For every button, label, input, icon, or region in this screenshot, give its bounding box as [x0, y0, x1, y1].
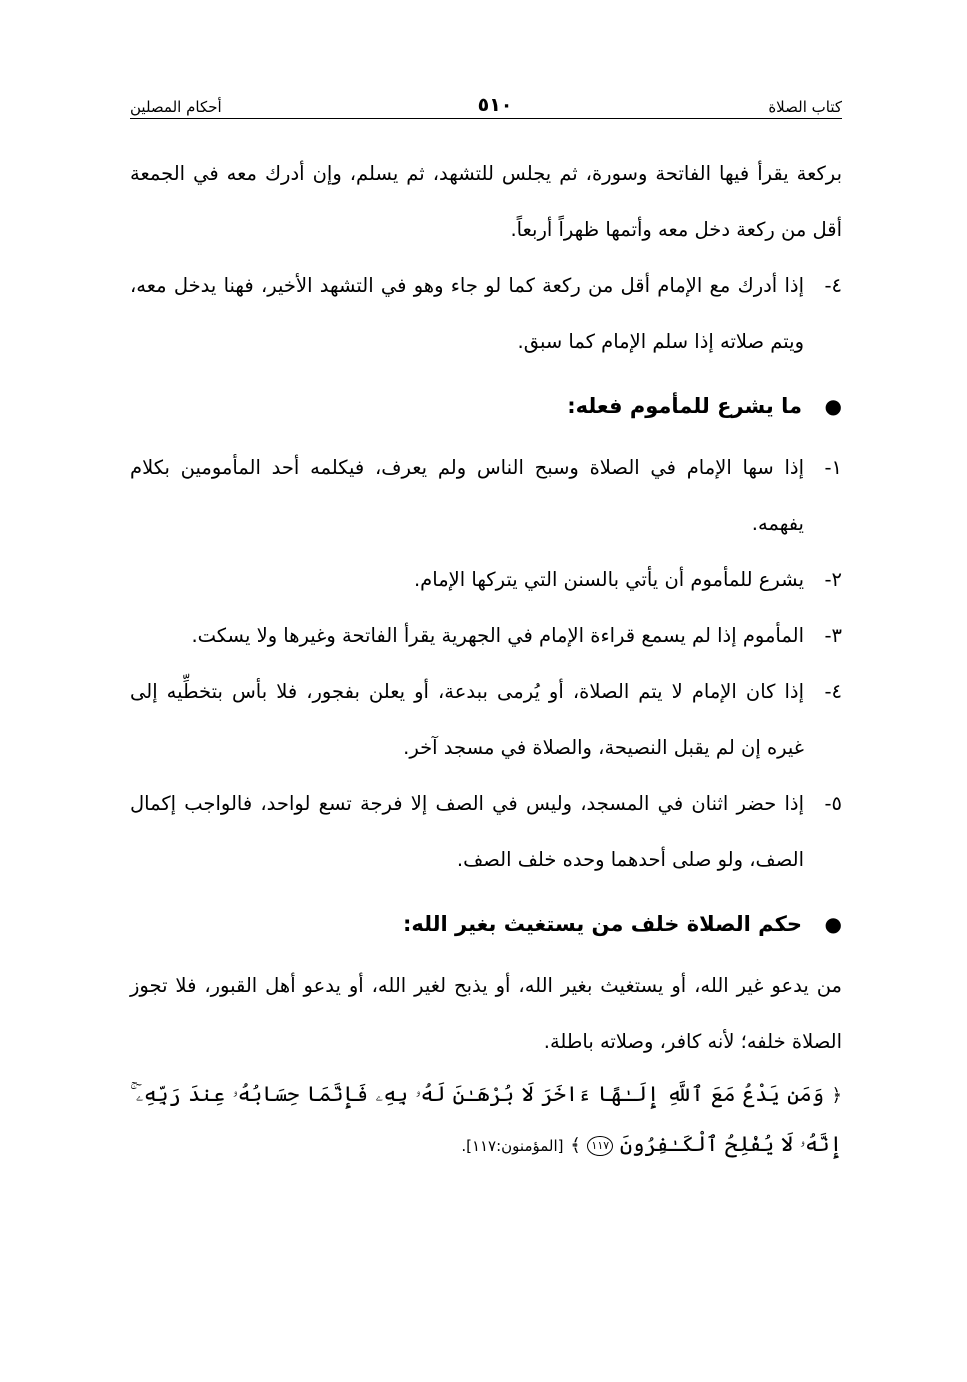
page-number: ٥١٠ — [477, 94, 513, 116]
item-number: ٢- — [824, 568, 842, 591]
list-item — [130, 258, 842, 370]
list-item — [130, 440, 842, 552]
item-text: إذا كان الإمام لا يتم الصلاة، أو يُرمى ببدعة، أو يعلن بفجور، فلا بأس بتخطِّيه إلى غيره إن لم يقبل النصيحة، والصلاة في مسجد آخر. — [130, 680, 804, 759]
list-item — [130, 552, 842, 608]
ornate-bracket-close: ﴾ — [570, 1135, 581, 1156]
running-header — [130, 86, 842, 116]
ornate-bracket-open: ﴿ — [831, 1085, 842, 1106]
item-text: يشرع للمأموم أن يأتي بالسنن التي يتركها الإمام. — [413, 568, 804, 591]
item-number: ٤- — [824, 274, 842, 297]
verse-text: وَمَن يَدْعُ مَعَ ٱللَّهِ إِلَـٰهًا ءَاخَرَ لَا بُرْهَـٰنَ لَهُۥ بِهِۦ فَإِنَّمَا حِسَابُهُۥ عِندَ رَبِّهِۦٓ ۚ إِنَّهُۥ لَا يُفْلِحُ ٱلْكَـٰفِرُونَ — [130, 1082, 842, 1156]
section-heading-text: ما يشرع للمأموم فعله: — [567, 394, 802, 418]
intro-paragraph: بركعة يقرأ فيها الفاتحة وسورة، ثم يجلس للتشهد، ثم يسلم، وإن أدرك معه في الجمعة أقل من ركعة دخل معه وأتمها ظهراً أربعاً. — [130, 162, 842, 241]
page-body — [130, 146, 842, 1170]
ruling-paragraph: من يدعو غير الله، أو يستغيث بغير الله، أو يذبح لغير الله، أو يدعو أهل القبور، فلا تجوز الصلاة خلفه؛ لأنه كافر، وصلاته باطلة. — [130, 974, 842, 1053]
ayah-number-badge: ١١٧ — [587, 1136, 613, 1156]
bullet-icon: ● — [824, 912, 842, 936]
list-item — [130, 608, 842, 664]
item-text: إذا أدرك مع الإمام أقل من ركعة كما لو جاء وهو في التشهد الأخير، فهنا يدخل معه، ويتم صلاته إذا سلم الإمام كما سبق. — [130, 274, 804, 353]
item-number: ٤- — [824, 680, 842, 703]
item-text: المأموم إذا لم يسمع قراءة الإمام في الجهرية يقرأ الفاتحة وغيرها ولا يسكت. — [191, 624, 804, 647]
item-number: ٣- — [824, 624, 842, 647]
section-heading-text: حكم الصلاة خلف من يستغيث بغير الله: — [402, 912, 802, 936]
header-rule — [130, 118, 842, 119]
chapter-title: أحكام المصلين — [130, 98, 222, 116]
section-heading — [130, 894, 842, 954]
item-number: ١- — [824, 456, 842, 479]
bullet-icon: ● — [824, 394, 842, 418]
item-text: إذا سها الإمام في الصلاة وسبح الناس ولم يعرف، فيكلمه أحد المأمومين بكلام يفهمه. — [130, 456, 804, 535]
book-title: كتاب الصلاة — [768, 98, 842, 116]
list-item — [130, 776, 842, 888]
item-number: ٥- — [824, 792, 842, 815]
verse-citation: [المؤمنون:١١٧]. — [461, 1137, 564, 1155]
section-heading — [130, 376, 842, 436]
quran-verse — [130, 1070, 842, 1170]
list-item — [130, 664, 842, 776]
item-text: إذا حضر اثنان في المسجد، وليس في الصف إلا فرجة تسع لواحد، فالواجب إكمال الصف، ولو صلى أحدهما وحده خلف الصف. — [130, 792, 804, 871]
